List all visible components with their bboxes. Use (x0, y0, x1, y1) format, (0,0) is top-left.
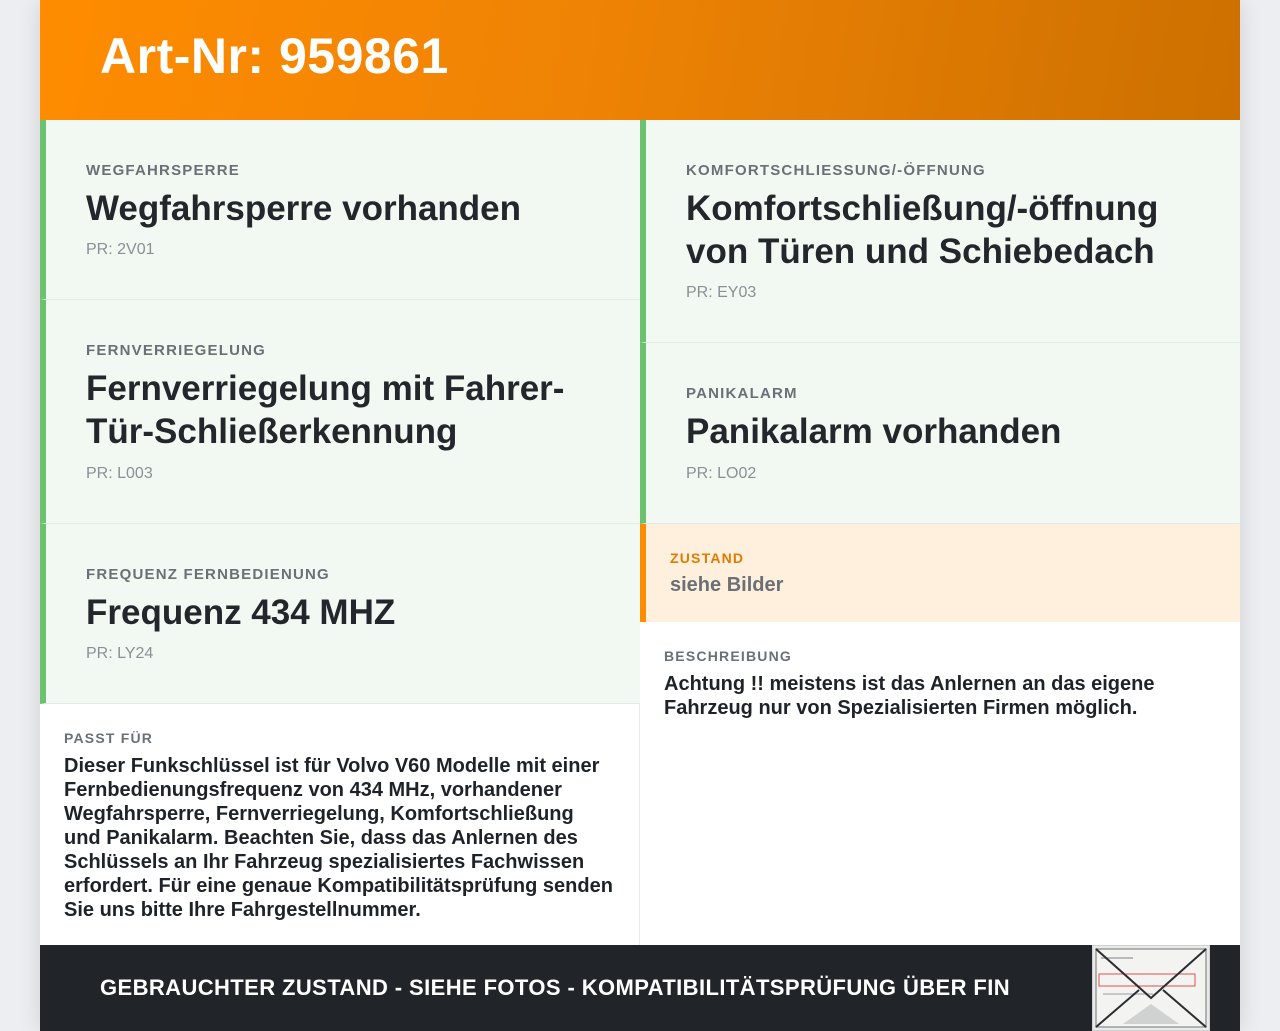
column-divider (639, 703, 640, 945)
condition-section (640, 524, 1240, 622)
feature-label: FREQUENZ FERNBEDIENUNG (86, 566, 330, 583)
footer-text: GEBRAUCHTER ZUSTAND - SIEHE FOTOS - KOMPATIBILITÄTSPRÜFUNG ÜBER FIN (100, 975, 1011, 1000)
header-bar (40, 0, 1240, 120)
feature-value: Panikalarm vorhanden (686, 412, 1062, 451)
feature-pr-code: PR: LO02 (686, 465, 757, 482)
right-column (640, 120, 1240, 822)
description-text: Achtung !! meistens ist das Anlernen an das eigene Fahrzeug nur von Spezialisierten Firmen möglich. (664, 673, 1155, 719)
feature-remote-frequency (40, 524, 640, 704)
feature-remote-locking (40, 300, 640, 524)
feature-value: Wegfahrsperre vorhanden (86, 189, 522, 228)
envelope-photo-icon[interactable] (1092, 945, 1210, 1031)
footer-bar (40, 945, 1240, 1031)
fits-text: Dieser Funkschlüssel ist für Volvo V60 Modelle mit einer Fernbedienungsfrequenz von 434 MHz, vorhandener Wegfahrsperre, Fernverriegelung, Komfortschließung und Panikalarm. Beachten Sie, dass das Anlernen des Schlüssels an Ihr Fahrzeug spezialisiertes Fachwissen erfordert. Für eine genaue Kompatibilitätsprüfung senden Sie uns bitte Ihre Fahrgestellnummer. (64, 755, 613, 921)
feature-pr-code: PR: LY24 (86, 645, 154, 662)
feature-label: PANIKALARM (686, 385, 798, 402)
feature-label: KOMFORTSCHLIESSUNG/-ÖFFNUNG (686, 162, 986, 179)
fits-label: PASST FÜR (64, 730, 154, 746)
product-card (40, 0, 1240, 1031)
description-section (640, 622, 1240, 822)
fits-section (40, 704, 640, 946)
envelope-icon (1093, 946, 1209, 1030)
feature-panic-alarm (640, 343, 1240, 524)
feature-pr-code: PR: 2V01 (86, 241, 155, 258)
feature-immobilizer (40, 120, 640, 300)
article-number-title: Art-Nr: 959861 (100, 28, 449, 84)
feature-comfort-locking (640, 120, 1240, 343)
feature-value: Frequenz 434 MHZ (86, 593, 396, 632)
condition-value: siehe Bilder (670, 574, 784, 596)
condition-label: ZUSTAND (670, 550, 745, 566)
feature-value: Fernverriegelung mit Fahrer-Tür-Schließerkennung (86, 369, 565, 451)
left-column (40, 120, 640, 946)
feature-value: Komfortschließung/-öffnung von Türen und Schiebedach (686, 189, 1159, 271)
feature-pr-code: PR: L003 (86, 465, 153, 482)
feature-label: FERNVERRIEGELUNG (86, 342, 267, 359)
description-label: BESCHREIBUNG (664, 648, 792, 664)
feature-label: WEGFAHRSPERRE (86, 162, 240, 179)
feature-pr-code: PR: EY03 (686, 284, 757, 301)
